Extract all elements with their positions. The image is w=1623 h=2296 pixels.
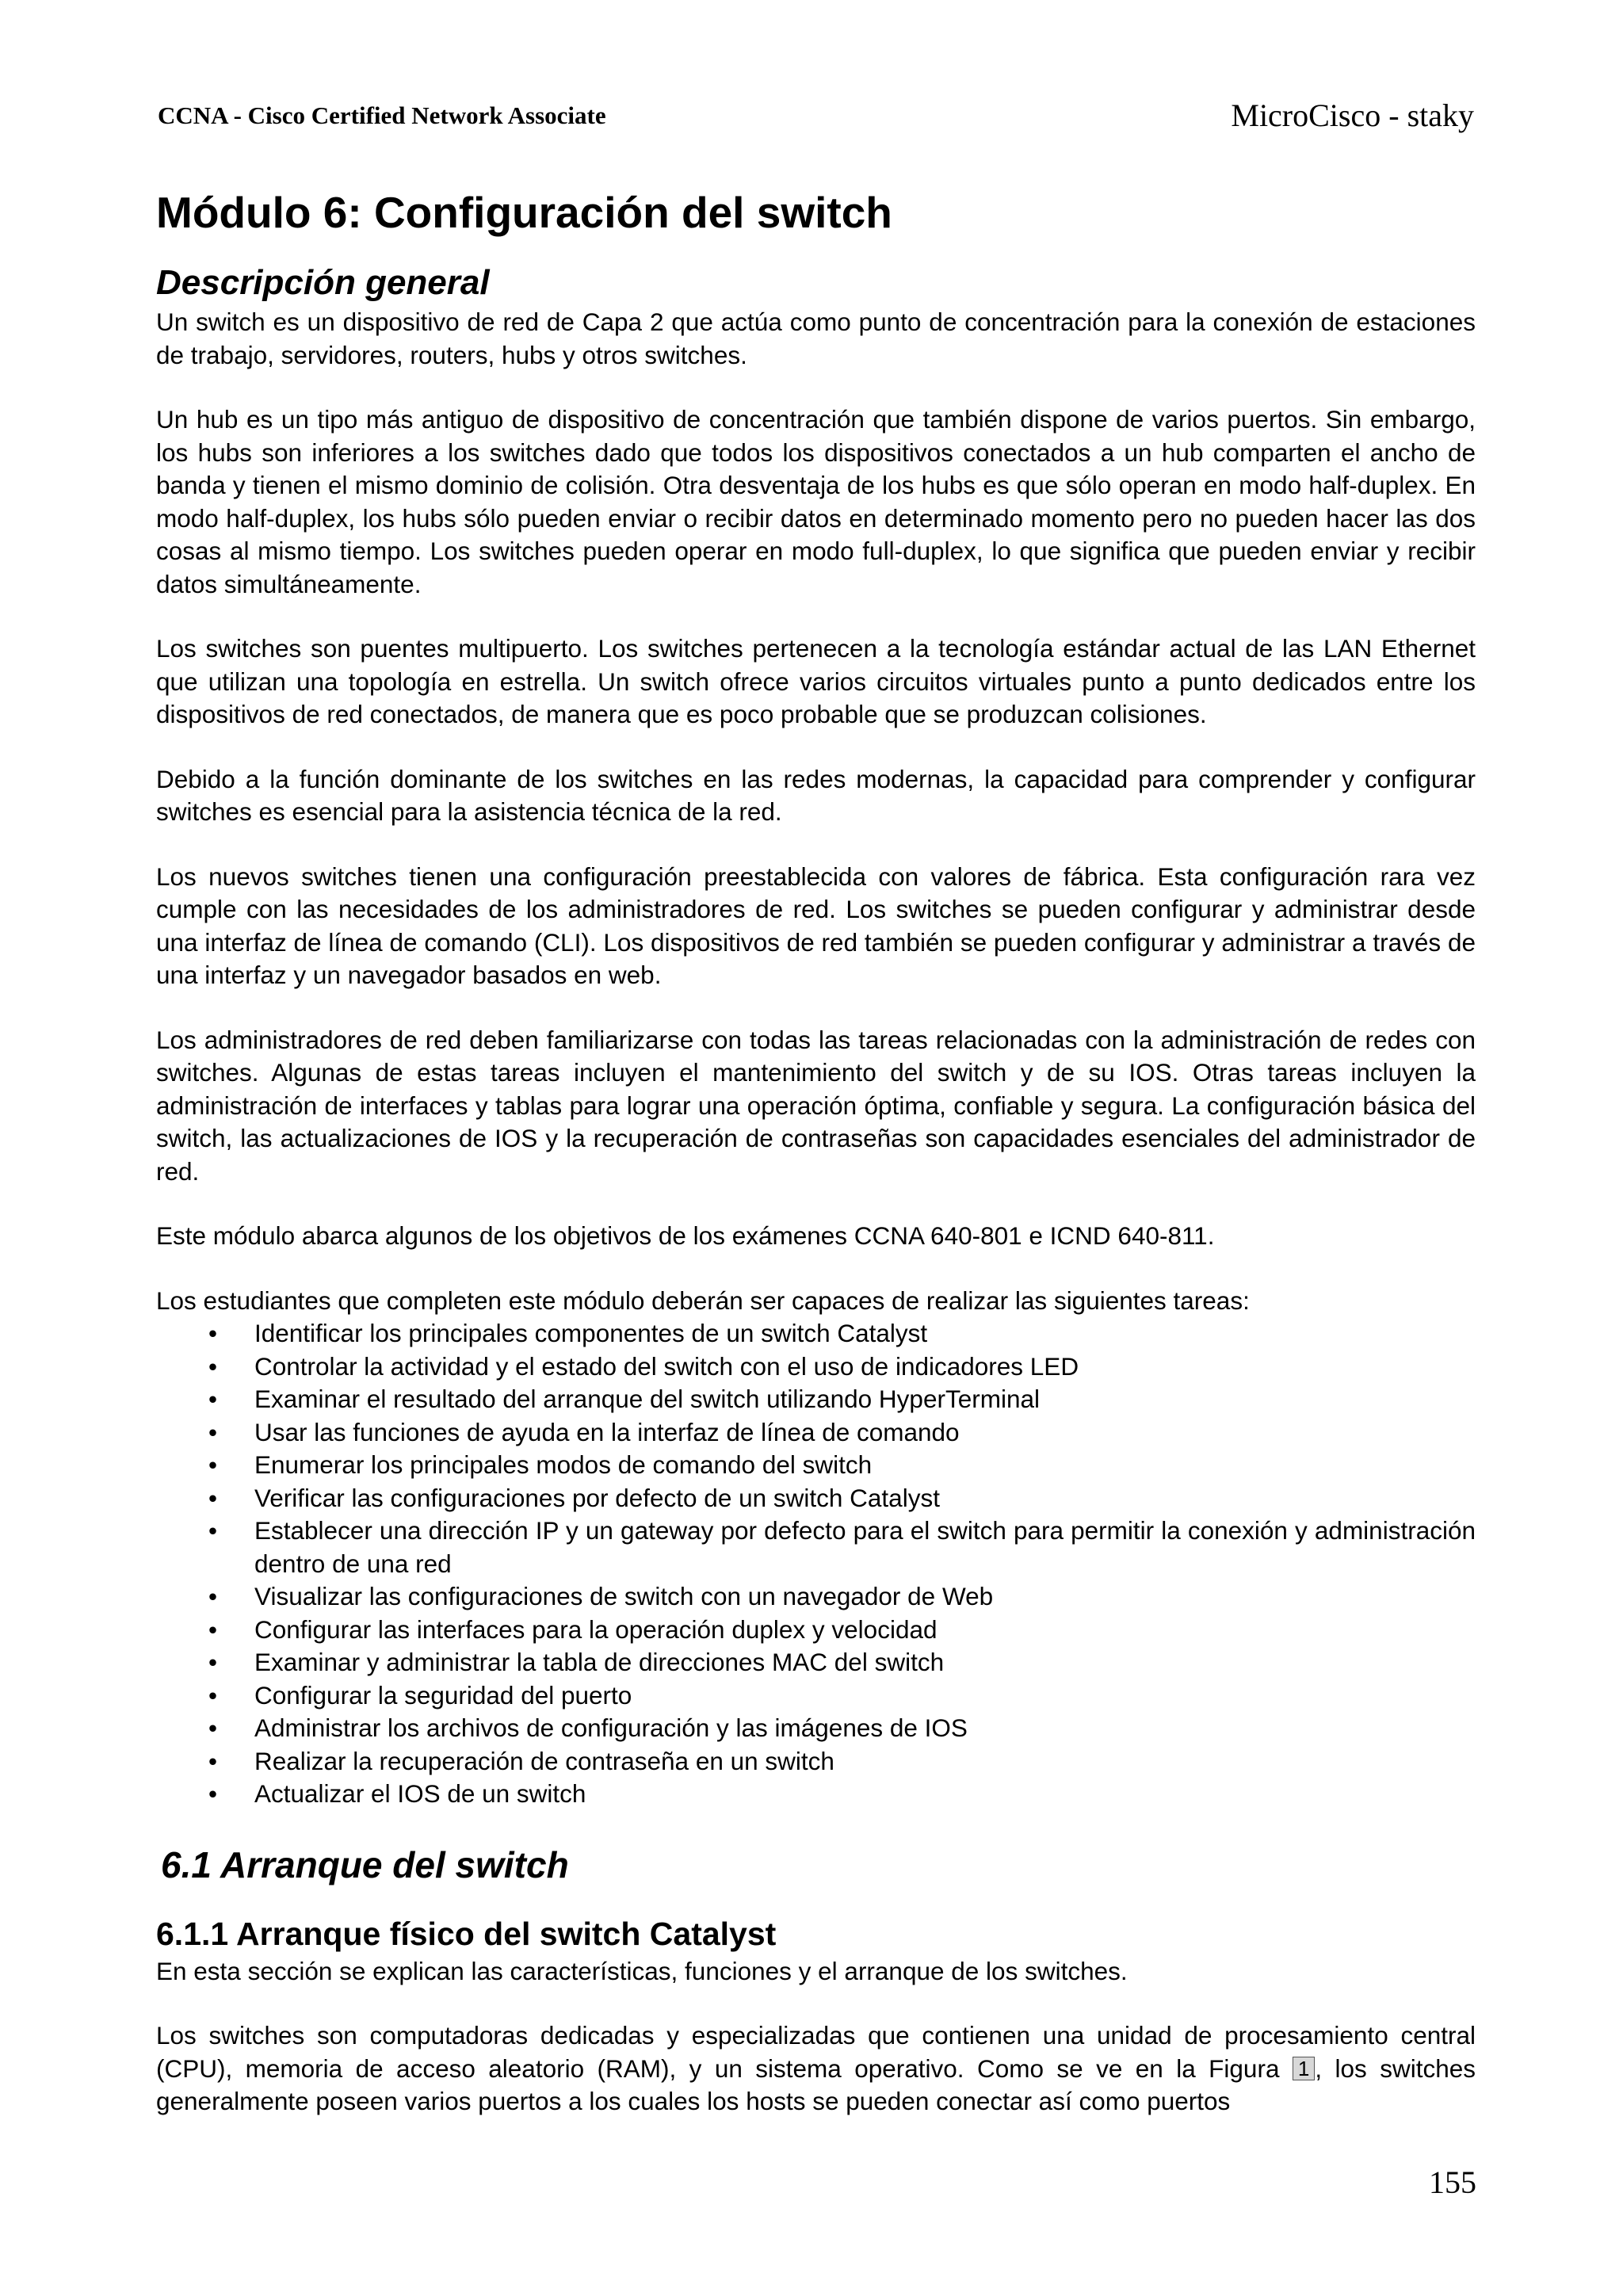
overview-paragraph-6: Los administradores de red deben familiarizarse con todas las tareas relacionadas con la administración de redes con switches. Algunas de estas tareas incluyen el mantenimiento del switch y de su IOS. Otras tareas incluyen la administración de interfaces y tablas para lograr una operación óptima, confiable y segura. La configuración básica del switch, las actualizaciones de IOS y la recuperación de contraseñas son capacidades esenciales del administrador de red. (156, 1025, 1476, 1186)
bullet-icon: • (208, 1582, 218, 1610)
bullet-icon: • (208, 1779, 218, 1808)
subsection-intro: En esta sección se explican las características, funciones y el arranque de los switches. (156, 1956, 1128, 1985)
list-item-text: Controlar la actividad y el estado del switch con el uso de indicadores LED (254, 1351, 1079, 1381)
bullet-icon: • (208, 1450, 218, 1479)
paragraph-text-after: , los switches generalmente poseen varios puertos a los cuales los hosts se pueden conectar así como puertos (156, 2053, 1476, 2115)
bullet-icon: • (208, 1713, 218, 1742)
bullet-icon: • (208, 1680, 218, 1710)
list-item-text: Usar las funciones de ayuda en la interfaz de línea de comando (254, 1417, 960, 1446)
list-item-text: Administrar los archivos de configuración y las imágenes de IOS (254, 1713, 968, 1742)
list-item (156, 1449, 1476, 1482)
list-item-text: Realizar la recuperación de contraseña en un switch (254, 1746, 834, 1775)
list-item-text: Verificar las configuraciones por defecto de un switch Catalyst (254, 1483, 940, 1512)
bullet-icon: • (208, 1319, 218, 1347)
list-item (156, 1614, 1476, 1647)
running-header-right: MicroCisco - staky (1231, 97, 1474, 133)
running-header-left: CCNA - Cisco Certified Network Associate (158, 101, 606, 129)
overview-paragraph-1: Un switch es un dispositivo de red de Capa 2 que actúa como punto de concentración para la conexión de estaciones de trabajo, servidores, routers, hubs y otros switches. (156, 308, 1476, 369)
tasks-intro: Los estudiantes que completen este módulo deberán ser capaces de realizar las siguientes tareas: (156, 1286, 1250, 1315)
list-item (156, 1712, 1476, 1745)
bullet-icon: • (208, 1385, 218, 1413)
list-item-text: Examinar y administrar la tabla de direcciones MAC del switch (254, 1648, 945, 1676)
list-item (156, 1515, 1476, 1580)
list-item (156, 1646, 1476, 1679)
list-item-text: Configurar la seguridad del puerto (254, 1680, 632, 1710)
module-title: Módulo 6: Configuración del switch (156, 188, 892, 237)
list-item (156, 1745, 1476, 1778)
paragraph-text-before: Los switches son computadoras dedicadas y especializadas que contienen una unidad de procesamiento central (CPU), memoria de acceso aleatorio (RAM), y un sistema operativo. Como se ve en la Figura (156, 2021, 1476, 2083)
page-content (156, 184, 1476, 2150)
list-item-text: Enumerar los principales modos de comando del switch (254, 1450, 873, 1479)
list-item (156, 1778, 1476, 1811)
list-item-text: Configurar las interfaces para la operación duplex y velocidad (254, 1614, 938, 1644)
overview-paragraph-2: Un hub es un tipo más antiguo de dispositivo de concentración que también dispone de varios puertos. Sin embargo, los hubs son inferiores a los switches dado que todos los dispositivos conectados a un hub comparten el ancho de banda y tienen el mismo dominio de colisión. Otra desventaja de los hubs es que sólo operan en modo half-duplex. En modo half-duplex, los hubs sólo pueden enviar o recibir datos en determinado momento pero no pueden hacer las dos cosas al mismo tiempo. Los switches pueden operar en modo full-duplex, lo que significa que pueden enviar y recibir datos simultáneamente. (156, 405, 1476, 598)
list-item (156, 1317, 1476, 1350)
overview-paragraph-3: Los switches son puentes multipuerto. Los switches pertenecen a la tecnología estándar actual de las LAN Ethernet que utilizan una topología en estrella. Un switch ofrece varios circuitos virtuales punto a punto dedicados entre los dispositivos de red conectados, de manera que es poco probable que se produzcan colisiones. (156, 634, 1476, 728)
section-heading: 6.1 Arranque del switch (161, 1843, 569, 1885)
bullet-icon: • (208, 1483, 218, 1512)
list-item (156, 1580, 1476, 1614)
bullet-icon: • (208, 1614, 218, 1644)
list-item-text: Establecer una dirección IP y un gateway por defecto para el switch para permitir la conexión y administración dentro de una red (254, 1516, 1476, 1578)
list-item (156, 1383, 1476, 1416)
list-item (156, 1350, 1476, 1384)
list-item (156, 1482, 1476, 1515)
overview-paragraph-7: Este módulo abarca algunos de los objetivos de los exámenes CCNA 640-801 e ICND 640-811. (156, 1221, 1215, 1250)
list-item-text: Visualizar las configuraciones de switch con un navegador de Web (254, 1582, 994, 1610)
bullet-icon: • (208, 1746, 218, 1775)
figure-link[interactable]: 1 (1293, 2057, 1315, 2080)
list-item (156, 1679, 1476, 1713)
overview-paragraph-4: Debido a la función dominante de los switches en las redes modernas, la capacidad para comprender y configurar switches es esencial para la asistencia técnica de la red. (156, 764, 1476, 826)
bullet-icon: • (208, 1516, 218, 1545)
list-item-text: Actualizar el IOS de un switch (254, 1779, 586, 1808)
list-item-text: Identificar los principales componentes de un switch Catalyst (254, 1319, 928, 1347)
subsection-heading: 6.1.1 Arranque físico del switch Catalyst (156, 1915, 777, 1952)
subsection-paragraph (156, 2019, 1476, 2118)
bullet-icon: • (208, 1351, 218, 1381)
bullet-icon: • (208, 1648, 218, 1676)
list-item (156, 1416, 1476, 1450)
overview-heading: Descripción general (156, 263, 490, 302)
list-item-text: Examinar el resultado del arranque del switch utilizando HyperTerminal (254, 1385, 1040, 1413)
tasks-list (156, 1317, 1476, 1811)
page-number: 155 (1429, 2164, 1476, 2200)
overview-paragraph-5: Los nuevos switches tienen una configuración preestablecida con valores de fábrica. Esta configuración rara vez cumple con las necesidades de los administradores de red. Los switches se pueden configurar y administrar desde una interfaz de línea de comando (CLI). Los dispositivos de red también se pueden configurar y administrar a través de una interfaz y un navegador basados en web. (156, 861, 1476, 989)
bullet-icon: • (208, 1417, 218, 1446)
